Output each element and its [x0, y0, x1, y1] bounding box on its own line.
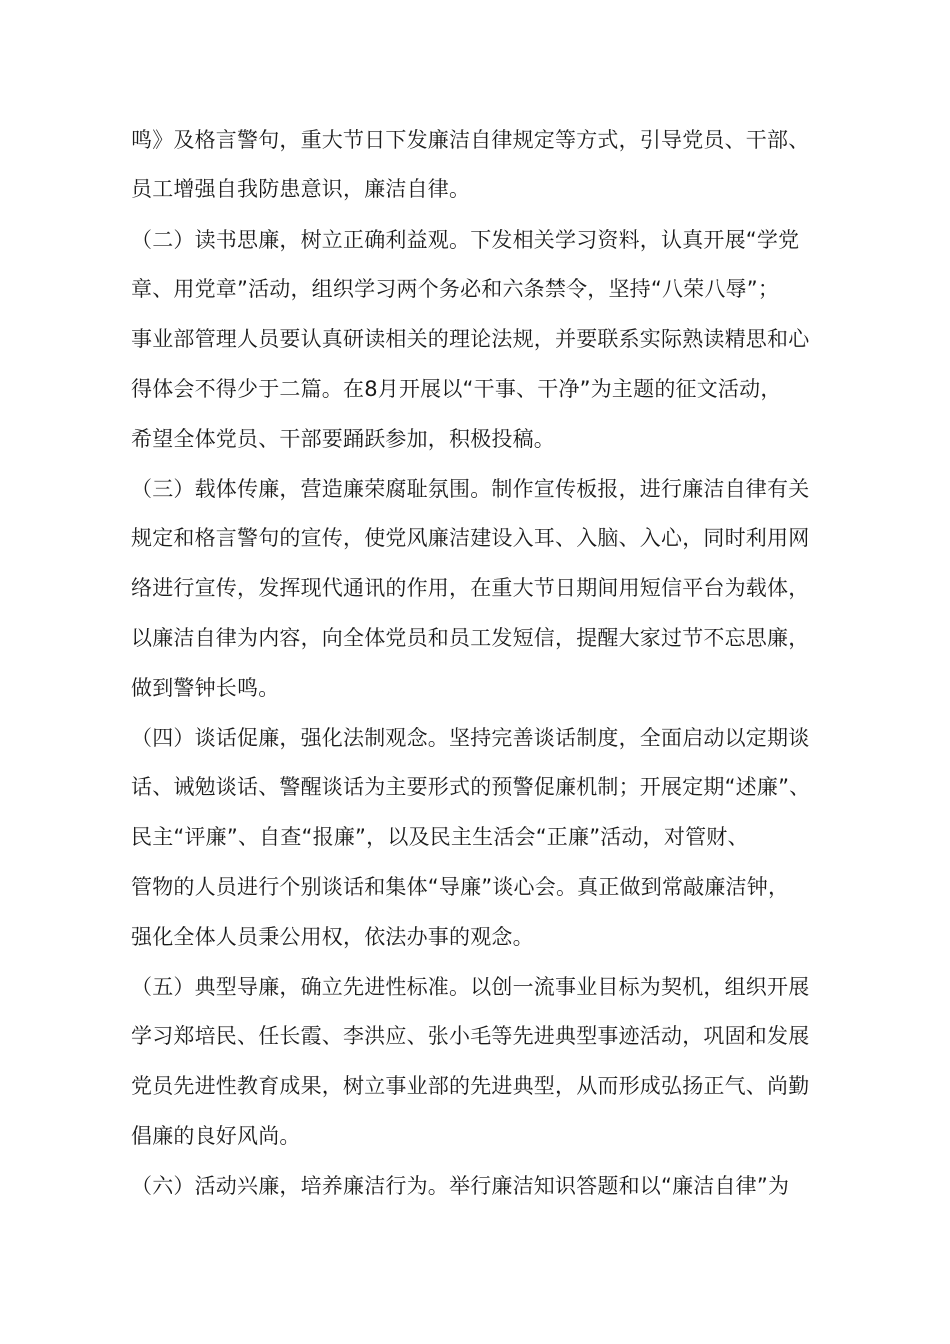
text-line: 事业部管理人员要认真研读相关的理论法规，并要联系实际熟读精思和心 — [131, 327, 810, 351]
paragraph-heading-2: （二）读书思廉，树立正确利益观。下发相关学习资料，认真开展“学党 — [131, 228, 800, 252]
text-line: 得体会不得少于二篇。在8月开展以“干事、干净”为主题的征文活动， — [131, 377, 782, 401]
text-line: 管物的人员进行个别谈话和集体“导廉”谈心会。真正做到常敲廉洁钟， — [131, 875, 790, 899]
text-line: 络进行宣传，发挥现代通讯的作用，在重大节日期间用短信平台为载体， — [131, 576, 810, 600]
text-line: 强化全体人员秉公用权，依法办事的观念。 — [131, 925, 534, 949]
text-line: 做到警钟长鸣。 — [131, 676, 280, 700]
text-line: 学习郑培民、任长霞、李洪应、张小毛等先进典型事迹活动，巩固和发展 — [131, 1024, 810, 1048]
paragraph-heading-4: （四）谈话促廉，强化法制观念。坚持完善谈话制度，全面启动以定期谈 — [131, 726, 810, 750]
text-line: 规定和格言警句的宣传，使党风廉洁建设入耳、入脑、入心，同时利用网 — [131, 526, 810, 550]
text-line: 章、用党章”活动，组织学习两个务必和六条禁令，坚持“八荣八辱”； — [131, 277, 780, 301]
text-line: 以廉洁自律为内容，向全体党员和员工发短信，提醒大家过节不忘思廉， — [131, 626, 810, 650]
text-line: 党员先进性教育成果，树立事业部的先进典型，从而形成弘扬正气、尚勤 — [131, 1074, 810, 1098]
paragraph-heading-5: （五）典型导廉，确立先进性标准。以创一流事业目标为契机，组织开展 — [131, 975, 810, 999]
text-line: 员工增强自我防患意识，廉洁自律。 — [131, 177, 471, 201]
text-line: 希望全体党员、干部要踊跃参加，积极投稿。 — [131, 427, 555, 451]
paragraph-heading-6: （六）活动兴廉，培养廉洁行为。举行廉洁知识答题和以“廉洁自律”为 — [131, 1174, 790, 1198]
text-line: 民主“评廉”、自查“报廉”，以及民主生活会“正廉”活动，对管财、 — [131, 825, 749, 849]
text-line: 倡廉的良好风尚。 — [131, 1124, 301, 1148]
text-line: 鸣》及格言警句，重大节日下发廉洁自律规定等方式，引导党员、干部、 — [131, 128, 810, 152]
paragraph-heading-3: （三）载体传廉，营造廉荣腐耻氛围。制作宣传板报，进行廉洁自律有关 — [131, 477, 810, 501]
text-line: 话、诫勉谈话、警醒谈话为主要形式的预警促廉机制；开展定期“述廉”、 — [131, 775, 811, 799]
